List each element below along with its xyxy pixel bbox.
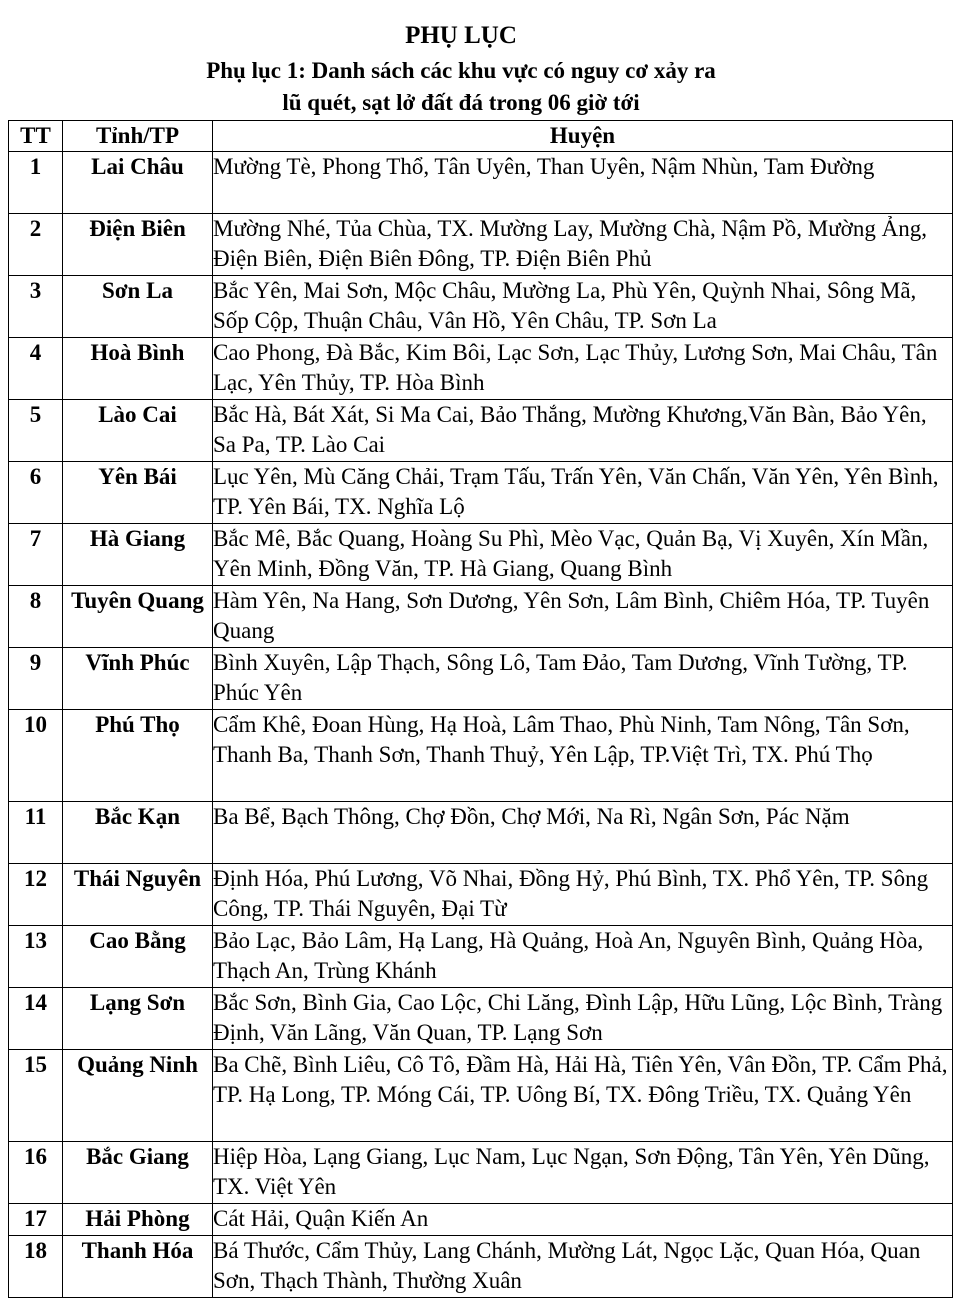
table-row — [9, 276, 953, 338]
district-list: Bắc Mê, Bắc Quang, Hoàng Su Phì, Mèo Vạc, Quản Bạ, Vị Xuyên, Xín Mần, Yên Minh, Đồng Văn, TP. Hà Giang, Quang Bình — [213, 524, 953, 586]
district-list: Lục Yên, Mù Căng Chải, Trạm Tấu, Trấn Yên, Văn Chấn, Văn Yên, Yên Bình, TP. Yên Bái, TX. Nghĩa Lộ — [213, 462, 953, 524]
province-name: Điện Biên — [63, 214, 213, 276]
district-list: Bảo Lạc, Bảo Lâm, Hạ Lang, Hà Quảng, Hoà An, Nguyên Bình, Quảng Hòa, Thạch An, Trùng Khánh — [213, 926, 953, 988]
table-row — [9, 462, 953, 524]
table-row — [9, 586, 953, 648]
district-list: Hiệp Hòa, Lạng Giang, Lục Nam, Lục Ngạn, Sơn Động, Tân Yên, Yên Dũng, TX. Việt Yên — [213, 1142, 953, 1204]
row-number: 15 — [9, 1050, 63, 1142]
table-header-row — [9, 121, 953, 152]
risk-area-table — [8, 120, 953, 1298]
province-name: Lào Cai — [63, 400, 213, 462]
province-name: Hà Giang — [63, 524, 213, 586]
row-number: 10 — [9, 710, 63, 802]
row-number: 2 — [9, 214, 63, 276]
province-name: Vĩnh Phúc — [63, 648, 213, 710]
row-number: 14 — [9, 988, 63, 1050]
table-row — [9, 214, 953, 276]
table-row — [9, 152, 953, 214]
row-number: 6 — [9, 462, 63, 524]
page-title: PHỤ LỤC — [405, 22, 517, 49]
table-row — [9, 802, 953, 864]
district-list: Bắc Sơn, Bình Gia, Cao Lộc, Chi Lăng, Đình Lập, Hữu Lũng, Lộc Bình, Tràng Định, Văn Lãng, Văn Quan, TP. Lạng Sơn — [213, 988, 953, 1050]
province-name: Hải Phòng — [63, 1204, 213, 1236]
district-list: Cát Hải, Quận Kiến An — [213, 1204, 953, 1236]
row-number: 11 — [9, 802, 63, 864]
province-name: Phú Thọ — [63, 710, 213, 802]
province-name: Bắc Giang — [63, 1142, 213, 1204]
column-header-tt: TT — [9, 121, 63, 152]
table-row — [9, 864, 953, 926]
row-number: 7 — [9, 524, 63, 586]
table-row — [9, 338, 953, 400]
column-header-district: Huyện — [213, 121, 953, 152]
row-number: 1 — [9, 152, 63, 214]
table-row — [9, 988, 953, 1050]
table-row — [9, 1236, 953, 1298]
province-name: Hoà Bình — [63, 338, 213, 400]
province-name: Cao Bằng — [63, 926, 213, 988]
province-name: Thanh Hóa — [63, 1236, 213, 1298]
district-list: Bắc Yên, Mai Sơn, Mộc Châu, Mường La, Phù Yên, Quỳnh Nhai, Sông Mã, Sốp Cộp, Thuận Châu, Vân Hồ, Yên Châu, TP. Sơn La — [213, 276, 953, 338]
table-row — [9, 400, 953, 462]
row-number: 9 — [9, 648, 63, 710]
table-row — [9, 1050, 953, 1142]
row-number: 13 — [9, 926, 63, 988]
table-row — [9, 524, 953, 586]
province-name: Lai Châu — [63, 152, 213, 214]
district-list: Định Hóa, Phú Lương, Võ Nhai, Đồng Hỷ, Phú Bình, TX. Phổ Yên, TP. Sông Công, TP. Thái Nguyên, Đại Từ — [213, 864, 953, 926]
appendix-subtitle-line-1: Phụ lục 1: Danh sách các khu vực có nguy cơ xảy ra — [206, 58, 716, 83]
table-row — [9, 648, 953, 710]
district-list: Bình Xuyên, Lập Thạch, Sông Lô, Tam Đảo, Tam Dương, Vĩnh Tường, TP. Phúc Yên — [213, 648, 953, 710]
row-number: 4 — [9, 338, 63, 400]
district-list: Mường Nhé, Tủa Chùa, TX. Mường Lay, Mường Chà, Nậm Pồ, Mường Ảng, Điện Biên, Điện Biên Đông, TP. Điện Biên Phủ — [213, 214, 953, 276]
district-list: Bá Thước, Cẩm Thủy, Lang Chánh, Mường Lát, Ngọc Lặc, Quan Hóa, Quan Sơn, Thạch Thành, Thường Xuân — [213, 1236, 953, 1298]
district-list: Bắc Hà, Bát Xát, Si Ma Cai, Bảo Thắng, Mường Khương,Văn Bàn, Bảo Yên, Sa Pa, TP. Lào Cai — [213, 400, 953, 462]
province-name: Thái Nguyên — [63, 864, 213, 926]
province-name: Quảng Ninh — [63, 1050, 213, 1142]
province-name: Tuyên Quang — [63, 586, 213, 648]
province-name: Yên Bái — [63, 462, 213, 524]
table-row — [9, 710, 953, 802]
table-row — [9, 926, 953, 988]
district-list: Ba Chẽ, Bình Liêu, Cô Tô, Đầm Hà, Hải Hà, Tiên Yên, Vân Đồn, TP. Cẩm Phả, TP. Hạ Long, TP. Móng Cái, TP. Uông Bí, TX. Đông Triều, TX. Quảng Yên — [213, 1050, 953, 1142]
province-name: Lạng Sơn — [63, 988, 213, 1050]
table-row — [9, 1142, 953, 1204]
district-list: Mường Tè, Phong Thổ, Tân Uyên, Than Uyên, Nậm Nhùn, Tam Đường — [213, 152, 953, 214]
province-name: Sơn La — [63, 276, 213, 338]
table-row — [9, 1204, 953, 1236]
row-number: 5 — [9, 400, 63, 462]
row-number: 8 — [9, 586, 63, 648]
district-list: Ba Bể, Bạch Thông, Chợ Đồn, Chợ Mới, Na Rì, Ngân Sơn, Pác Nặm — [213, 802, 953, 864]
column-header-province: Tỉnh/TP — [63, 121, 213, 152]
row-number: 3 — [9, 276, 63, 338]
province-name: Bắc Kạn — [63, 802, 213, 864]
row-number: 17 — [9, 1204, 63, 1236]
district-list: Hàm Yên, Na Hang, Sơn Dương, Yên Sơn, Lâm Bình, Chiêm Hóa, TP. Tuyên Quang — [213, 586, 953, 648]
row-number: 18 — [9, 1236, 63, 1298]
row-number: 12 — [9, 864, 63, 926]
district-list: Cao Phong, Đà Bắc, Kim Bôi, Lạc Sơn, Lạc Thủy, Lương Sơn, Mai Châu, Tân Lạc, Yên Thủy, TP. Hòa Bình — [213, 338, 953, 400]
district-list: Cẩm Khê, Đoan Hùng, Hạ Hoà, Lâm Thao, Phù Ninh, Tam Nông, Tân Sơn, Thanh Ba, Thanh Sơn, Thanh Thuỷ, Yên Lập, TP.Việt Trì, TX. Phú Thọ — [213, 710, 953, 802]
row-number: 16 — [9, 1142, 63, 1204]
appendix-subtitle-line-2: lũ quét, sạt lở đất đá trong 06 giờ tới — [282, 90, 640, 115]
